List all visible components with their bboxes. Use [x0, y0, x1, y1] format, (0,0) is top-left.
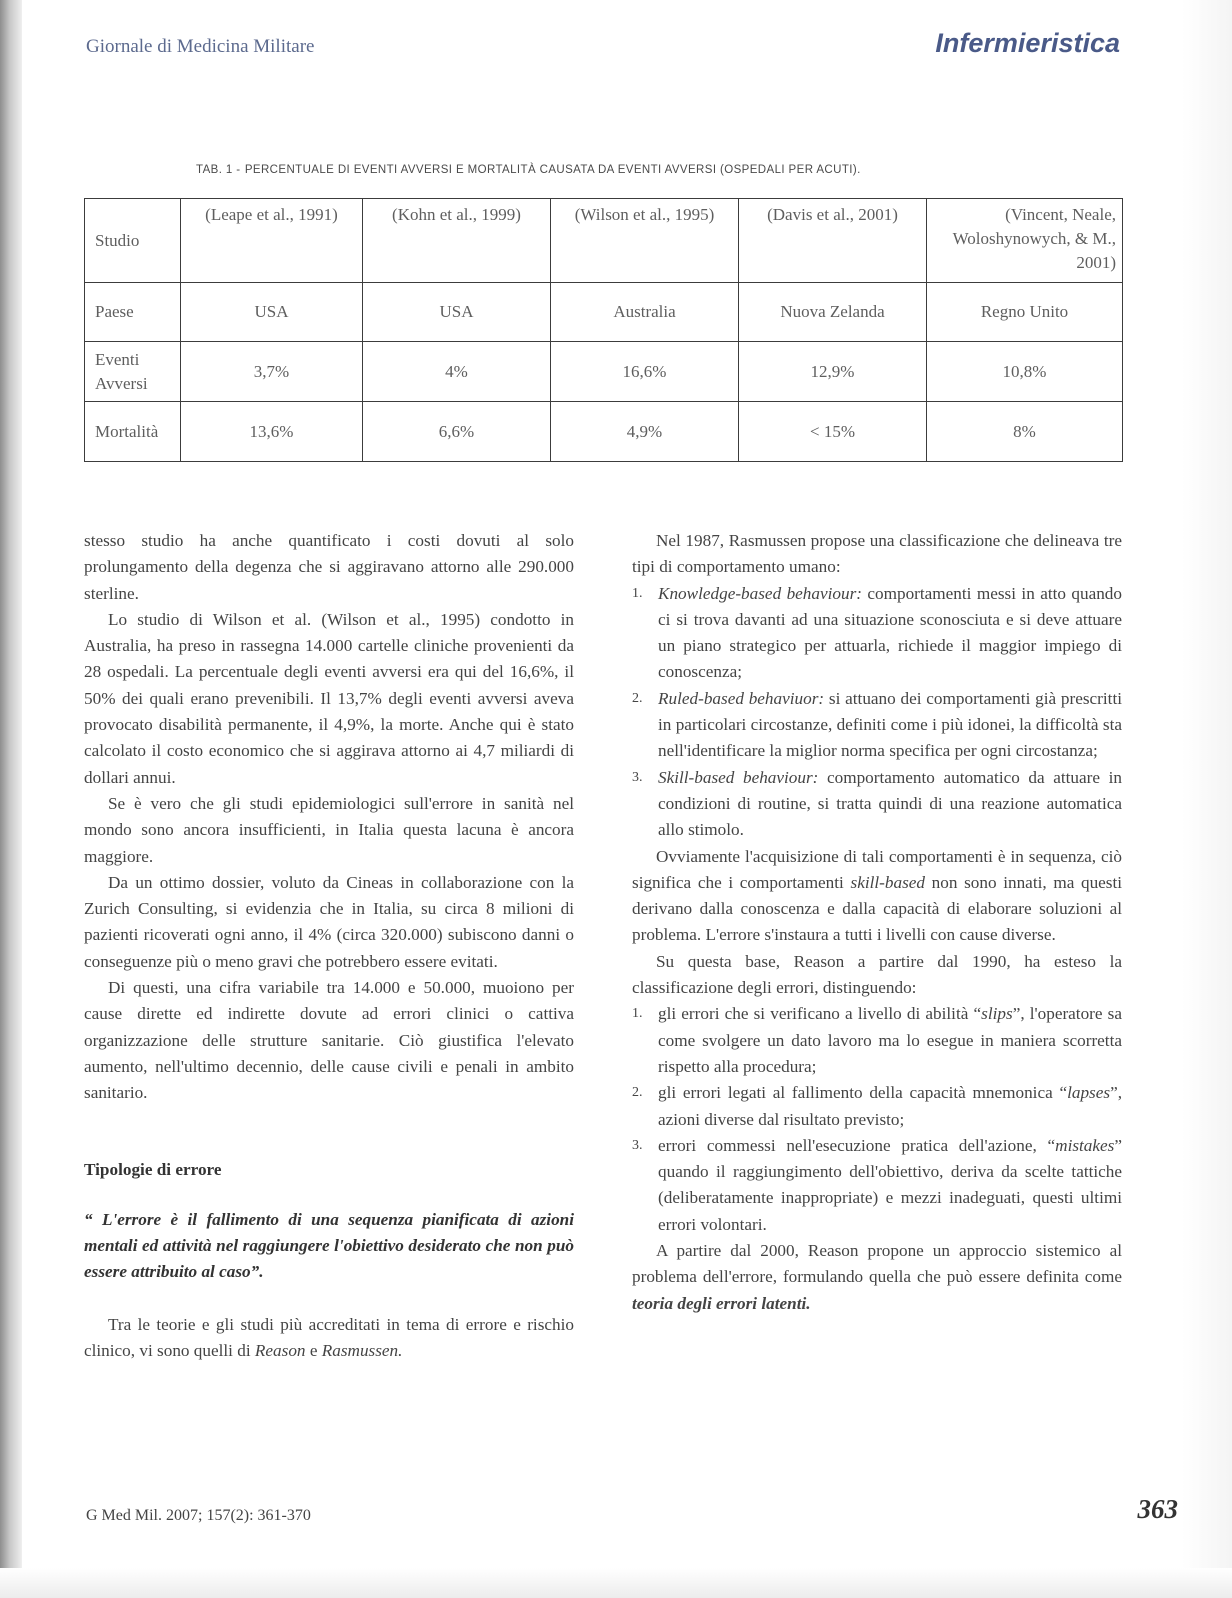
journal-title: Giornale di Medicina Militare: [86, 36, 315, 57]
section-title: Infermieristica: [935, 28, 1120, 58]
list-item: [632, 686, 1122, 765]
table-row: [85, 283, 1123, 342]
behaviour-term: Ruled-based behaviuor:: [658, 688, 825, 708]
error-type-list: [632, 1001, 1122, 1238]
list-text: si attuano dei comportamenti già prescritti in particolari circostanze, definiti come i più idonei, la difficoltà sta nell'identificare la miglior norma specifica per ogni circostanza;: [658, 688, 1122, 761]
paragraph: [632, 844, 1122, 949]
error-term: slips: [981, 1004, 1013, 1024]
table-caption-text: PERCENTUALE DI EVENTI AVVERSI E MORTALITÀ CAUSATA DA EVENTI AVVERSI (OSPEDALI PER ACUTI).: [244, 164, 861, 176]
table-cell: (Leape et al., 1991): [181, 199, 363, 283]
adverse-events-table: [84, 198, 1123, 462]
list-item: [632, 765, 1122, 844]
text-run: A partire dal 2000, Reason propone un approccio sistemico al problema dell'errore, formulando quella che può essere definita come: [632, 1241, 1122, 1287]
list-text: ” quando il raggiungimento dell'obiettivo, deriva da scelte tattiche (deliberatamente inappropriate) e mezzi inadeguati, questi ultimi errori volontari.: [658, 1135, 1122, 1234]
table-cell: Nuova Zelanda: [739, 283, 927, 342]
paragraph: Se è vero che gli studi epidemiologici sull'errore in sanità nel mondo sono ancora insufficienti, in Italia questa lacuna è ancora maggiore.: [84, 793, 574, 866]
table-cell: < 15%: [739, 402, 927, 462]
error-term: lapses: [1067, 1083, 1111, 1103]
page-bottom-edge: [0, 1568, 1232, 1598]
right-column: [632, 528, 1122, 1317]
error-term: mistakes: [1055, 1135, 1115, 1155]
page-edge: [1182, 0, 1232, 1598]
table-cell: 8%: [927, 402, 1123, 462]
citation-footer: G Med Mil. 2007; 157(2): 361-370: [86, 1507, 311, 1524]
list-item: [632, 1133, 1122, 1238]
behaviour-list: [632, 581, 1122, 844]
list-text: gli errori legati al fallimento della capacità mnemonica “: [658, 1083, 1068, 1103]
list-number: 1.: [632, 585, 643, 601]
table-cell: (Vincent, Neale, Woloshynowych, & M., 2001): [927, 199, 1123, 283]
list-text: errori commessi nell'esecuzione pratica dell'azione, “: [658, 1135, 1056, 1155]
behaviour-term: Knowledge-based behaviour:: [658, 583, 862, 603]
row-label-mortalita: Mortalità: [85, 402, 181, 462]
paragraph: Di questi, una cifra variabile tra 14.000 e 50.000, muoiono per cause dirette ed indirette dovute ad errori clinici o cattiva organizzazione delle strutture sanitarie. Ciò giustifica l'elevato aumento, nell'ultimo decennio, delle cause civili e penali in ambito sanitario.: [84, 978, 574, 1103]
table-row: [85, 199, 1123, 283]
list-text: gli errori che si verificano a livello di abilità “: [658, 1004, 982, 1024]
table-cell: 16,6%: [551, 342, 739, 402]
table-caption: [196, 160, 861, 176]
paragraph: Nel 1987, Rasmussen propose una classificazione che delineava tre tipi di comportamento umano:: [632, 531, 1122, 577]
list-number: 2.: [632, 690, 643, 706]
emphasis: skill-based: [850, 872, 925, 892]
error-definition-quote: “ L'errore è il fallimento di una sequenza pianificata di azioni mentali ed attività nel raggiungere l'obiettivo desiderato che non può essere attribuito al caso”.: [84, 1209, 574, 1282]
list-number: 3.: [632, 1137, 643, 1153]
table-cell: 10,8%: [927, 342, 1123, 402]
table-cell: 6,6%: [363, 402, 551, 462]
list-item: [632, 1001, 1122, 1080]
table-cell: Regno Unito: [927, 283, 1123, 342]
row-label-paese: Paese: [85, 283, 181, 342]
table-cell: 4,9%: [551, 402, 739, 462]
book-spine-shadow: [0, 0, 22, 1598]
paragraph: [84, 1312, 574, 1365]
list-item: [632, 1080, 1122, 1133]
table-cell: (Davis et al., 2001): [739, 199, 927, 283]
paragraph: stesso studio ha anche quantificato i costi dovuti al solo prolungamento della degenza che si aggiravano attorno alle 290.000 sterline.: [84, 531, 574, 603]
paragraph: Da un ottimo dossier, voluto da Cineas in collaborazione con la Zurich Consulting, si evidenzia che in Italia, su circa 8 milioni di pazienti ricoverati ogni anno, il 4% (circa 320.000) subiscono danni o conseguenze più o meno gravi che potrebbero essere evitati.: [84, 872, 574, 971]
list-text: comportamenti messi in atto quando ci si trova davanti ad una situazione sconosciuta e si deve attuare un piano strategico per attuarla, richiede il maggior impiego di conoscenza;: [658, 583, 1122, 682]
table-row: [85, 402, 1123, 462]
table-cell: 13,6%: [181, 402, 363, 462]
text-run: non sono innati, ma questi derivano dalla conoscenza e dalla capacità di elaborare soluzioni al problema. L'errore s'instaura a tutti i livelli con cause diverse.: [632, 872, 1123, 945]
table-cell: 4%: [363, 342, 551, 402]
list-text: ”, azioni diverse dal risultato previsto;: [658, 1083, 1122, 1129]
paragraph: Lo studio di Wilson et al. (Wilson et al., 1995) condotto in Australia, ha preso in rassegna 14.000 cartelle cliniche provenienti da 28 ospedali. La percentuale degli eventi avversi era qui del 16,6%, il 50% dei quali erano prevenibili. Il 13,7% degli eventi avversi aveva provocato disabilità permanente, il 4,9%, la morte. Anche qui è stato calcolato il costo economico che si aggirava attorno ai 4,7 miliardi di dollari annui.: [84, 609, 574, 787]
table-cell: 12,9%: [739, 342, 927, 402]
row-label-eventi-avversi: Eventi Avversi: [85, 342, 181, 402]
text-run: Ovviamente l'acquisizione di tali comportamenti è in sequenza, ciò significa che i comportamenti: [632, 846, 1122, 892]
emphasis: teoria degli errori latenti.: [632, 1293, 811, 1313]
table-cell: Australia: [551, 283, 739, 342]
row-label-studio: Studio: [85, 199, 181, 283]
text-run: e: [309, 1341, 318, 1361]
paragraph: Su questa base, Reason a partire dal 1990, ha esteso la classificazione degli errori, distinguendo:: [632, 951, 1122, 998]
behaviour-term: Skill-based behaviour:: [658, 767, 819, 787]
paragraph: [632, 1238, 1122, 1317]
table-cell: USA: [181, 283, 363, 342]
emphasis: Reason: [254, 1341, 306, 1361]
emphasis: Rasmussen.: [321, 1341, 403, 1361]
list-number: 1.: [632, 1006, 643, 1022]
list-text: ”, l'operatore sa come svolgere un dato lavoro ma lo esegue in maniera scorretta rispetto alla procedura;: [658, 1004, 1122, 1076]
page-number: 363: [1137, 1494, 1178, 1524]
table-row: [85, 342, 1123, 402]
table-cell: 3,7%: [181, 342, 363, 402]
text-run: Tra le teorie e gli studi più accreditati in tema di errore e rischio clinico, vi sono quelli di: [84, 1314, 574, 1361]
table-cell: (Wilson et al., 1995): [551, 199, 739, 283]
list-item: [632, 581, 1122, 686]
list-number: 2.: [632, 1085, 643, 1101]
list-number: 3.: [632, 769, 643, 785]
table-caption-prefix: TAB. 1 -: [196, 164, 241, 176]
list-text: comportamento automatico da attuare in condizioni di routine, si tratta quindi di una reazione automatica allo stimolo.: [658, 767, 1122, 840]
table-cell: (Kohn et al., 1999): [363, 199, 551, 283]
section-heading: Tipologie di errore: [84, 1159, 222, 1179]
left-column: [84, 528, 574, 1364]
table-cell: USA: [363, 283, 551, 342]
